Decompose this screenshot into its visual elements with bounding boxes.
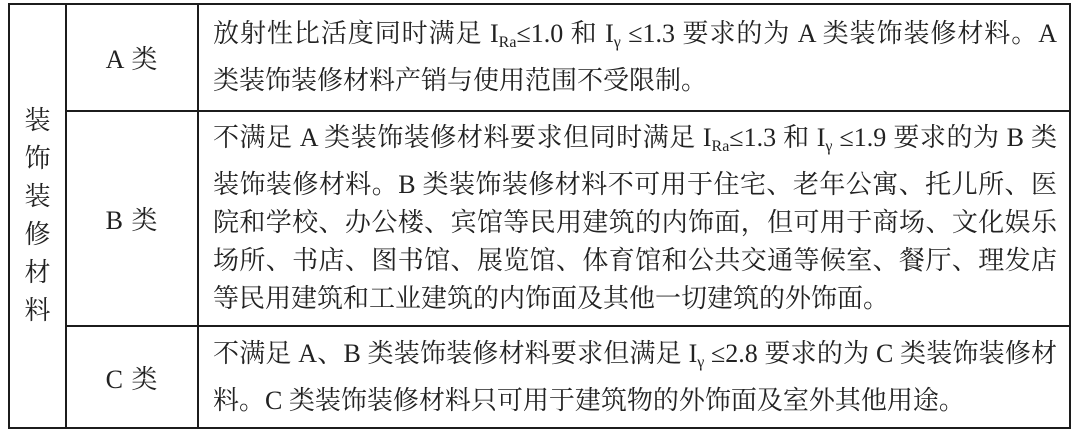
class-a-label: A 类 [105,45,159,74]
class-c-label-cell [67,327,199,427]
class-b-label: B 类 [105,206,159,235]
class-b-description: 不满足 A 类装饰装修材料要求但同时满足 $I_{Ra}\le 1.3$ 和 $I_\gamma \le 1.9$ 要求的为 B 类装饰装修材料。B 类装饰装修材料不可用于住宅、老年公寓、托儿所、医院和学校、办公楼、宾馆等民用建筑的内饰面，但可用于商场、文化娱乐场所、书店、图书馆、展览馆、体育馆和公共交通等候室、餐厅、理发店等民用建筑和工业建筑的内饰面及其他一切建筑的外饰面。 [213,123,1057,313]
class-a-label-cell [67,5,199,112]
class-b-label-cell [67,112,199,327]
decoration-material-classification-table [8,3,1071,429]
class-c-description: 不满足 A、B 类装饰装修材料要求但满足 $I_\gamma \le 2.8$ 要求的为 C 类装饰装修材料。C 类装饰装修材料只可用于建筑物的外饰面及室外其他用途。 [213,338,1057,415]
class-c-description-cell [199,327,1069,427]
category-label: 装 饰 装 修 材 料 [24,106,51,325]
class-b-description-cell [199,112,1069,327]
category-header-cell [10,5,67,427]
class-a-description-cell [199,5,1069,112]
class-c-label: C 类 [105,364,159,394]
class-a-description: 放射性比活度同时满足 $I_{Ra}\le 1.0$ 和 $I_\gamma \le 1.3$ 要求的为 A 类装饰装修材料。A 类装饰装修材料产销与使用范围不受限制。 [213,19,1057,95]
